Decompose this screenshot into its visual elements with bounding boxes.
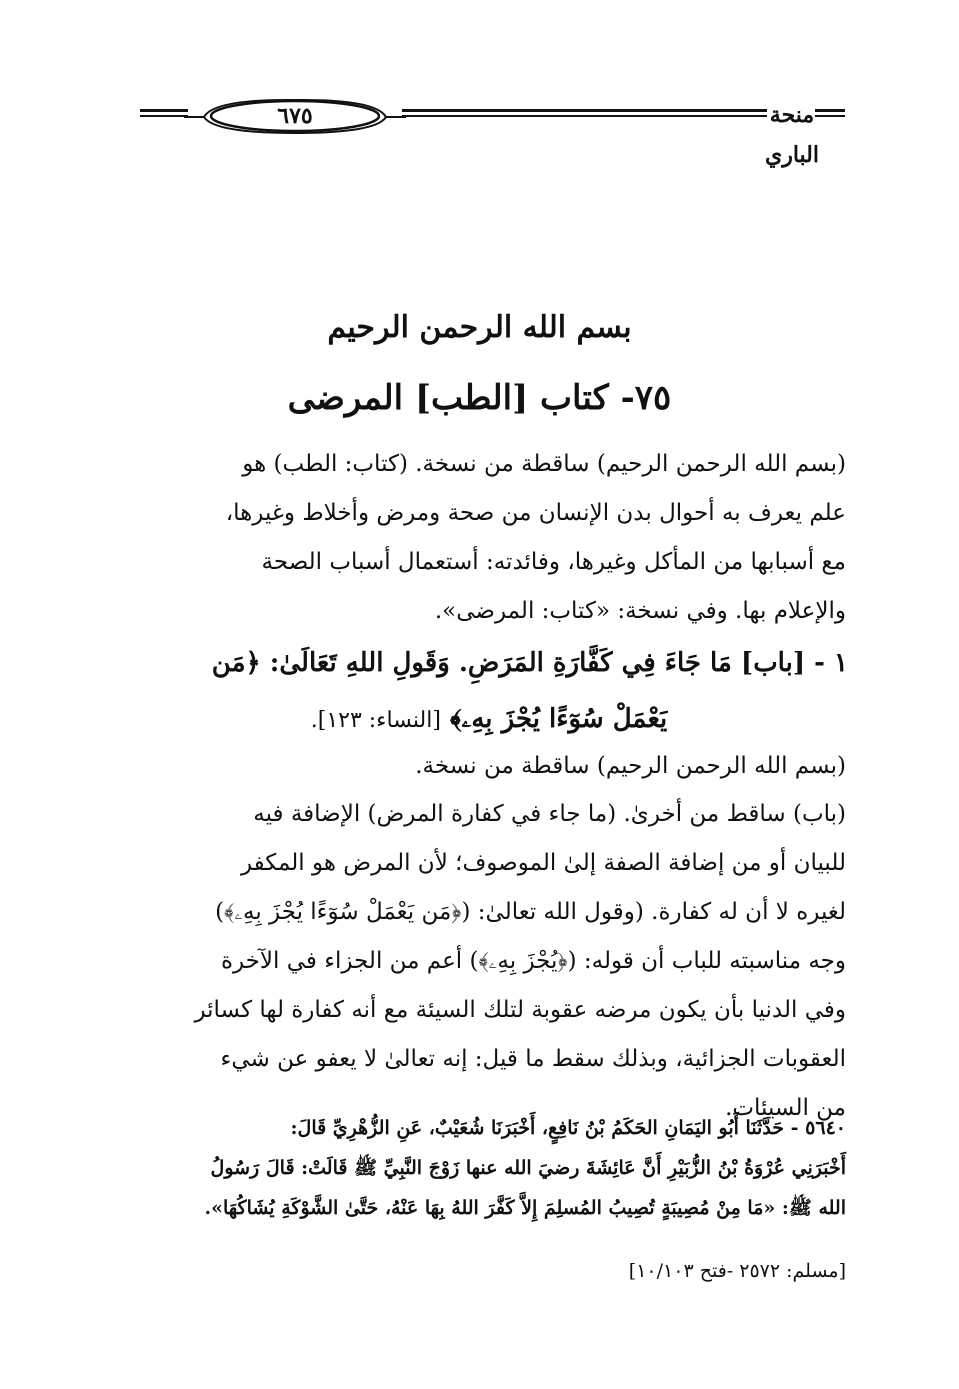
text-line: (باب) ساقط من أخرىٰ. (ما جاء في كفارة المرض) الإضافة فيه xyxy=(253,801,846,827)
chapter-heading-line-1: ١ - [باب] مَا جَاءَ فِي كَفَّارَةِ المَرَضِ. وَقَولِ اللهِ تَعَالَىٰ: ﴿مَن xyxy=(211,648,848,678)
text-line: علم يعرف به أحوال بدن الإنسان من صحة ومرض وأخلاط وغيرها، xyxy=(225,500,846,526)
hadith-text xyxy=(132,1108,846,1228)
text-line: وجه مناسبته للباب أن قوله: (﴿يُجْزَ بِهِۦ﴾) أعم من الجزاء في الآخرة xyxy=(220,948,846,974)
page-number-badge xyxy=(184,97,406,135)
hadith-line: ٥٦٤٠ - حَدَّثَنَا أَبُو اليَمَانِ الحَكَمُ بْنُ نَافِعٍ، أَخْبَرَنَا شُعَيْبٌ، عَنِ الزُّهْرِيِّ قَالَ: xyxy=(290,1117,846,1139)
verse-reference: [النساء: ١٢٣]. xyxy=(310,708,441,733)
text-line: من السيئات. xyxy=(725,1095,846,1121)
chapter-heading-line-2 xyxy=(130,691,848,749)
hadith-line: أَخْبَرَنِي عُرْوَةُ بْنُ الزُّبَيْرِ أَنَّ عَائِشَةَ رضيَ الله عنها زَوْجَ النَّبِيِّ ﷺ قَالَتْ: قَالَ رَسُولُ xyxy=(210,1157,846,1179)
hadith-line: الله ﷺ: «مَا مِنْ مُصِيبَةٍ تُصِيبُ المُسلِمَ إِلاَّ كَفَّرَ اللهُ بِهَا عَنْهُ، حَتَّىٰ الشَّوْكَةِ يُشَاكُهَا». xyxy=(204,1197,846,1219)
hadith-source-reference: [مسلم: ٢٥٧٢ -فتح ١٠/١٠٣] xyxy=(628,1260,846,1282)
text-line: لغيره لا أن له كفارة. (وقول الله تعالىٰ: (﴿مَن يَعْمَلْ سُوٓءًا يُجْزَ بِهِۦ﴾) xyxy=(215,899,846,925)
page-number: ٦٧٥ xyxy=(277,103,313,129)
text-line: وفي الدنيا بأن يكون مرضه عقوبة لتلك السيئة مع أنه كفارة لها كسائر xyxy=(194,997,846,1023)
commentary-paragraph-1 xyxy=(132,440,846,636)
chapter-heading xyxy=(130,635,848,749)
text-line: (بسم الله الرحمن الرحيم) ساقطة من نسخة. xyxy=(415,753,846,779)
page-header xyxy=(140,95,845,168)
text-line: للبيان أو من إضافة الصفة إلىٰ الموصوف؛ لأن المرض هو المكفر xyxy=(240,850,846,876)
text-line: (بسم الله الرحمن الرحيم) ساقطة من نسخة. (كتاب: الطب) هو xyxy=(242,451,846,477)
book-title: ٧٥- كتاب [الطب] المرضى xyxy=(287,378,672,418)
basmala-heading: بسم الله الرحمن الرحيم xyxy=(327,310,632,345)
commentary-paragraph-3 xyxy=(132,790,846,1133)
quran-verse: يَعْمَلْ سُوٓءًا يُجْزَ بِهِۦ﴾ xyxy=(449,704,668,734)
text-line: مع أسبابها من المأكل وغيرها، وفائدته: أستعمال أسباب الصحة xyxy=(261,549,846,575)
text-line: والإعلام بها. وفي نسخة: «كتاب: المرضى». xyxy=(434,598,846,624)
text-line: العقوبات الجزائية، وبذلك سقط ما قيل: إنه تعالىٰ لا يعفو عن شيء xyxy=(220,1046,846,1072)
running-title: منحة الباري xyxy=(764,102,819,168)
commentary-paragraph-2 xyxy=(132,742,846,791)
